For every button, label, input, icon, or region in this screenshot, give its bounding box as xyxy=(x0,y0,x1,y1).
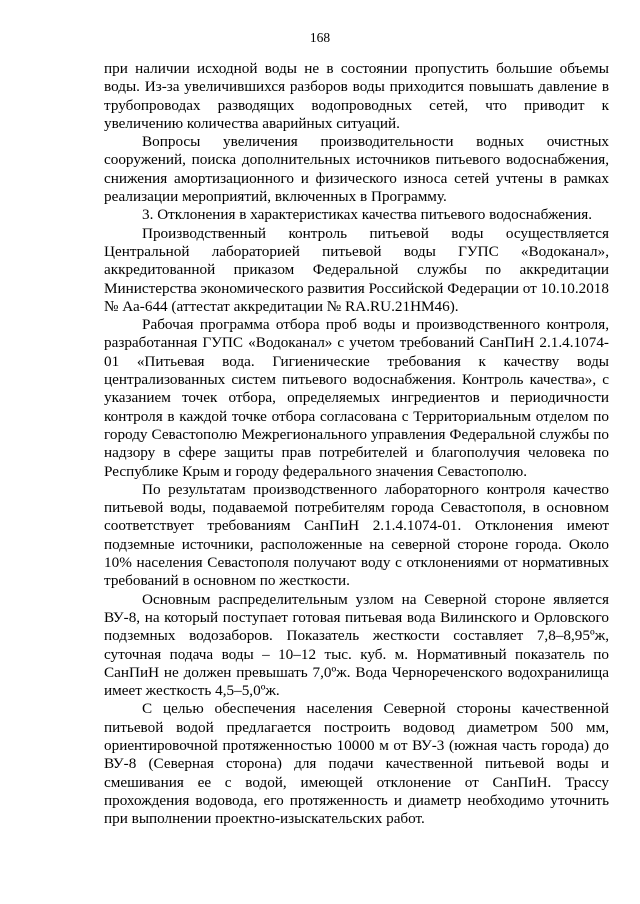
section-heading-quality-deviations: 3. Отклонения в характеристиках качества питьевого водоснабжения. xyxy=(142,206,593,224)
paragraph-water-main-proposal: С целью обеспечения населения Северной стороны качественной питьевой водой предлагается построить водовод диаметром 500 мм, ориентировочной протяженностью 10000 м от ВУ-3 (южная часть города) до ВУ-8 (Северная сторона) для подачи качественной питьевой воды и смешивания ее с водой, имеющей отклонение от СанПиН. Трассу прохождения водовода, его протяженность и диаметр необходимо уточнить при выполнении проектно-изыскательских работ. xyxy=(104,700,609,828)
document-body xyxy=(104,60,609,828)
page-number: 168 xyxy=(309,30,331,45)
paragraph-distribution-node: Основным распределительным узлом на Северной стороне является ВУ-8, на который поступает готовая питьевая вода Вилинского и Орловского подземных водозаборов. Показатель жесткости составляет 7,8–8,95ºж, суточная подача воды – 10–12 тыс. куб. м. Нормативный показатель по СанПиН не должен превышать 7,0ºж. Вода Чернореченского водохранилища имеет жесткость 4,5–5,0ºж. xyxy=(104,590,609,700)
paragraph-capacity-issues: Вопросы увеличения производительности водных очистных сооружений, поиска дополнительных источников питьевого водоснабжения, снижения амортизационного и физического износа сетей учтены в рамках реализации мероприятий, включенных в Программу. xyxy=(104,133,609,206)
paragraph-sampling-program: Рабочая программа отбора проб воды и производственного контроля, разработанная ГУПС «Водоканал» с учетом требований СанПиН 2.1.4.1074-01 «Питьевая вода. Гигиенические требования к качеству воды централизованных систем питьевого водоснабжения. Контроль качества», с указанием точек отбора, определяемых ингредиентов и периодичности контроля в каждой точке отбора согласована с Территориальным отделом по городу Севастополю Межрегионального управления Федеральной службы по надзору в сфере защиты прав потребителей и благополучия человека по Республике Крым и городу федерального значения Севастополю. xyxy=(104,316,609,480)
paragraph-continuation: при наличии исходной воды не в состоянии пропустить большие объемы воды. Из-за увеличившихся разборов воды приходится повышать давление в трубопроводах разводящих водопроводных сетей, что приводит к увеличению количества аварийных ситуаций. xyxy=(104,60,609,132)
paragraph-production-control: Производственный контроль питьевой воды осуществляется Центральной лабораторией питьевой воды ГУПС «Водоканал», аккредитованной приказом Федеральной службы по аккредитации Министерства экономического развития Российской Федерации от 10.10.2018 № Аа-644 (аттестат аккредитации № RA.RU.21НМ46). xyxy=(104,224,609,315)
paragraph-control-results: По результатам производственного лабораторного контроля качество питьевой воды, подаваемой потребителям города Севастополя, в основном соответствует требованиям СанПиН 2.1.4.1074-01. Отклонения имеют подземные источники, расположенные на северной стороне города. Около 10% населения Севастополя получают воду с отклонениями от нормативных требований в основном по жесткости. xyxy=(104,480,609,590)
